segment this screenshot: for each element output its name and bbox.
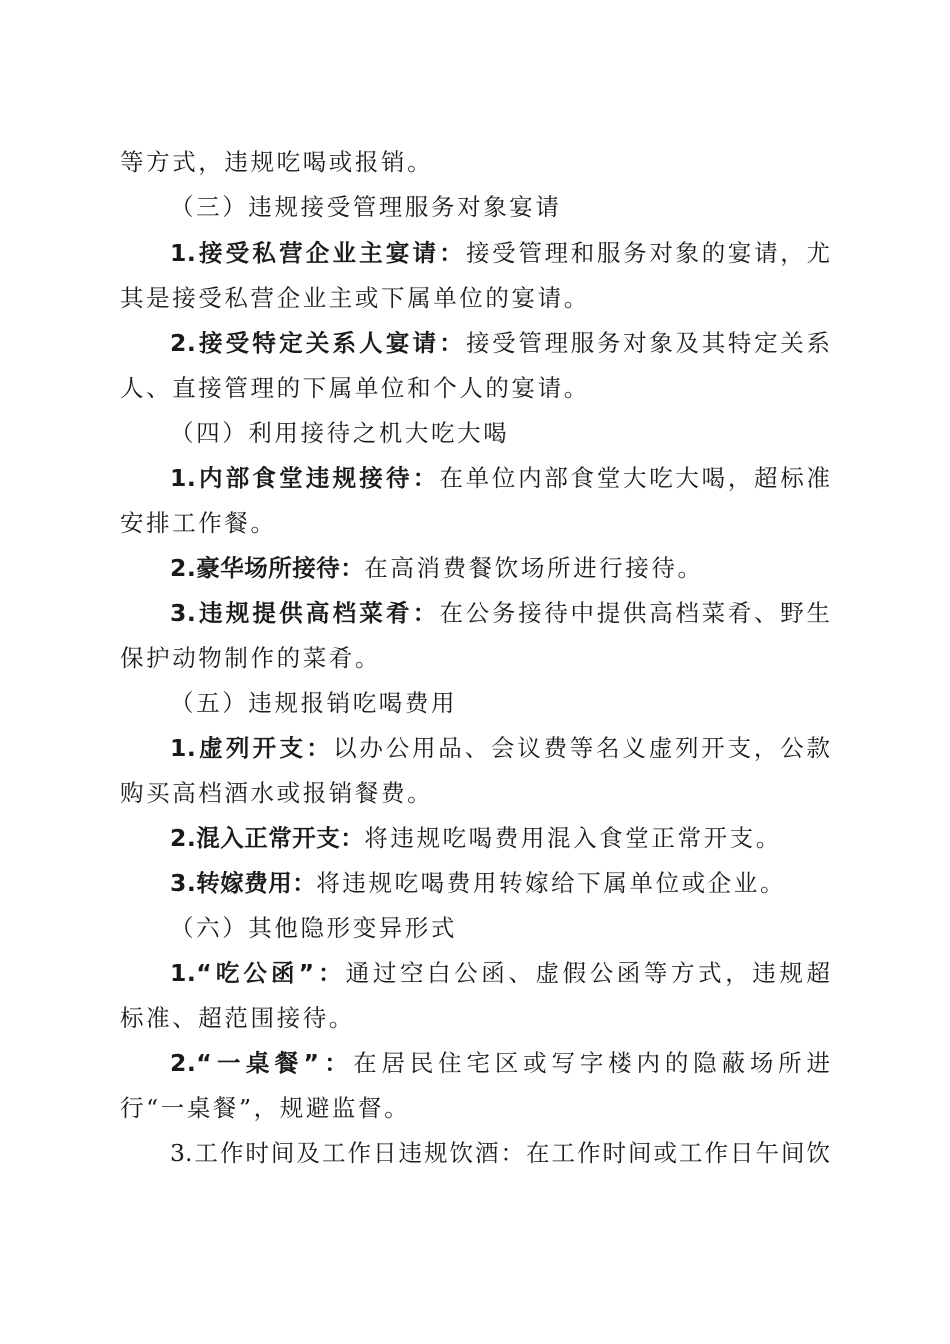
line-text: 人、直接管理的下属单位和个人的宴请。 bbox=[120, 374, 590, 402]
paragraph-line bbox=[120, 507, 830, 539]
paragraph-line bbox=[170, 957, 830, 989]
paragraph-line bbox=[170, 327, 830, 359]
section-heading bbox=[170, 912, 830, 944]
paragraph-line bbox=[120, 642, 830, 674]
section-heading bbox=[170, 191, 830, 223]
item-label: 1.虚列开支： bbox=[170, 734, 334, 762]
section-heading bbox=[170, 687, 830, 719]
paragraph-line bbox=[170, 732, 830, 764]
line-text: 在居民住宅区或写字楼内的隐蔽场所进 bbox=[353, 1049, 831, 1077]
item-label: 3.违规提供高档菜肴： bbox=[170, 599, 440, 627]
item-label: 2.混入正常开支： bbox=[170, 824, 365, 852]
line-text: 等方式，违规吃喝或报销。 bbox=[120, 148, 434, 176]
line-text: 接受管理和服务对象的宴请，尤 bbox=[465, 239, 831, 267]
item-label: 2.“一桌餐”： bbox=[170, 1049, 354, 1077]
paragraph-line bbox=[170, 597, 830, 629]
line-text: 在公务接待中提供高档菜肴、野生 bbox=[439, 599, 830, 627]
line-text: 标准、超范围接待。 bbox=[120, 1004, 355, 1032]
item-label: 1.内部食堂违规接待： bbox=[170, 464, 440, 492]
heading-text: （六）其他隐形变异形式 bbox=[170, 914, 458, 942]
line-text: 3.工作时间及工作日违规饮酒：在工作时间或工作日午间饮 bbox=[170, 1139, 830, 1167]
paragraph-line bbox=[170, 462, 830, 494]
item-label: 3.转嫁费用： bbox=[170, 869, 317, 897]
paragraph-line bbox=[120, 146, 830, 178]
paragraph-line bbox=[170, 552, 830, 584]
paragraph-line bbox=[120, 372, 830, 404]
item-label: 2.接受特定关系人宴请： bbox=[170, 329, 466, 357]
paragraph-line bbox=[170, 1137, 830, 1169]
line-text: 通过空白公函、虚假公函等方式，违规超 bbox=[345, 959, 831, 987]
paragraph-line bbox=[120, 1092, 830, 1124]
line-text: 其是接受私营企业主或下属单位的宴请。 bbox=[120, 284, 590, 312]
item-label: 1.接受私营企业主宴请： bbox=[170, 239, 466, 267]
heading-text: （三）违规接受管理服务对象宴请 bbox=[170, 193, 562, 221]
paragraph-line bbox=[170, 867, 830, 899]
line-text: 保护动物制作的菜肴。 bbox=[120, 644, 381, 672]
paragraph-line bbox=[120, 1002, 830, 1034]
heading-text: （五）违规报销吃喝费用 bbox=[170, 689, 458, 717]
paragraph-line bbox=[120, 777, 830, 809]
item-label: 1.“吃公函”： bbox=[170, 959, 346, 987]
paragraph-line bbox=[120, 282, 830, 314]
line-text: 行“一桌餐”，规避监督。 bbox=[120, 1094, 411, 1122]
paragraph-line bbox=[170, 1047, 830, 1079]
line-text: 在高消费餐饮场所进行接待。 bbox=[364, 554, 704, 582]
section-heading bbox=[170, 417, 830, 449]
heading-text: （四）利用接待之机大吃大喝 bbox=[170, 419, 510, 447]
line-text: 在单位内部食堂大吃大喝，超标准 bbox=[439, 464, 830, 492]
paragraph-line bbox=[170, 237, 830, 269]
item-label: 2.豪华场所接待： bbox=[170, 554, 365, 582]
line-text: 将违规吃喝费用混入食堂正常开支。 bbox=[364, 824, 782, 852]
line-text: 将违规吃喝费用转嫁给下属单位或企业。 bbox=[316, 869, 787, 897]
paragraph-line bbox=[170, 822, 830, 854]
line-text: 接受管理服务对象及其特定关系 bbox=[465, 329, 831, 357]
line-text: 安排工作餐。 bbox=[120, 509, 277, 537]
line-text: 购买高档酒水或报销餐费。 bbox=[120, 779, 434, 807]
line-text: 以办公用品、会议费等名义虚列开支，公款 bbox=[333, 734, 831, 762]
